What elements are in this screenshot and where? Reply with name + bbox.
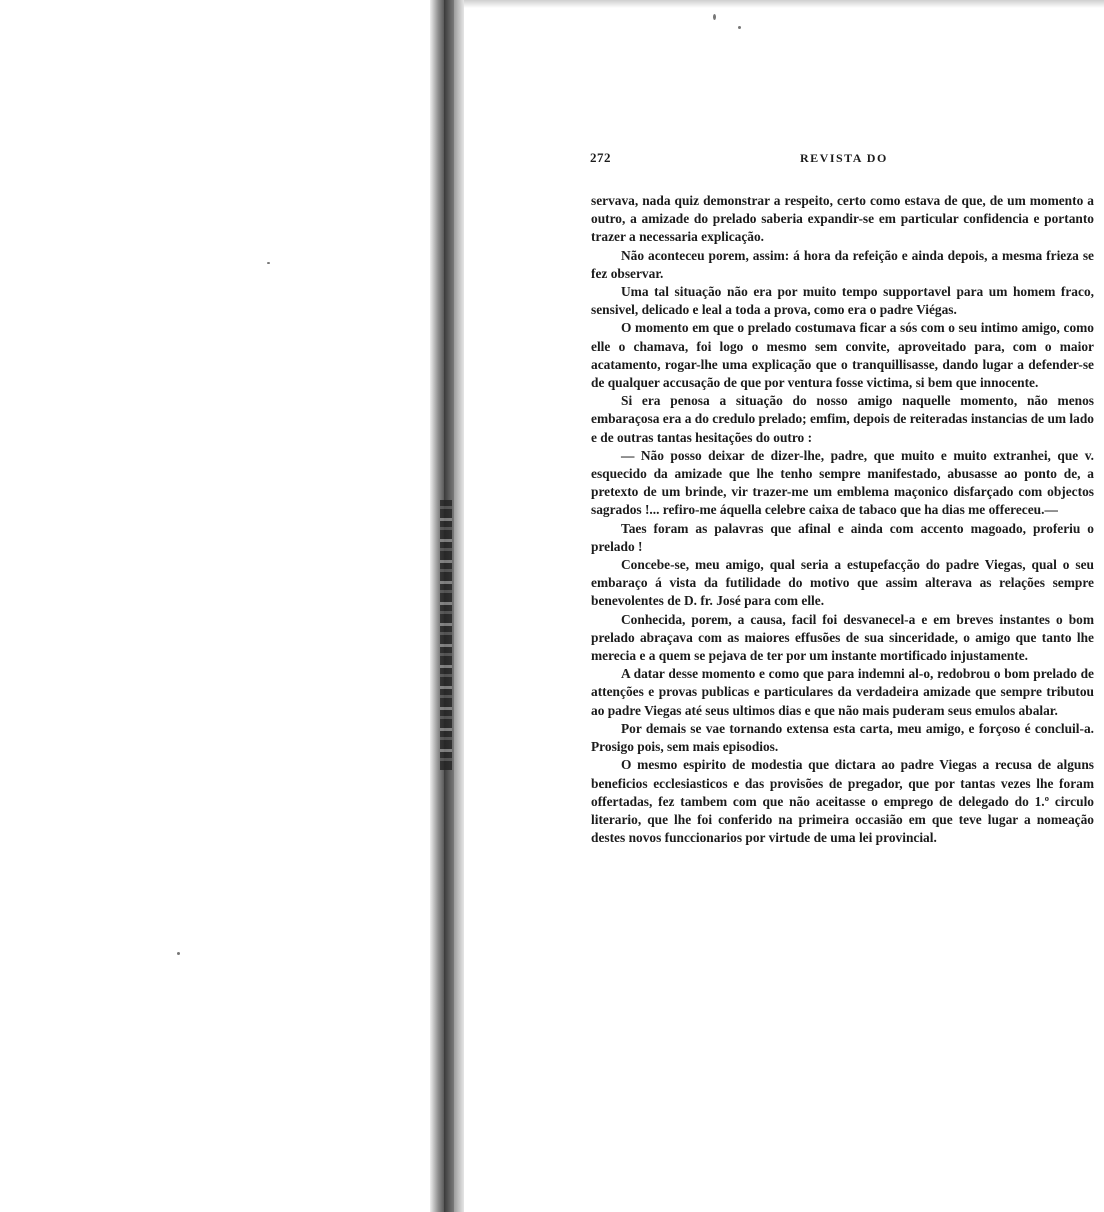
paragraph: O momento em que o prelado costumava ficar a sós com o seu intimo amigo, como elle o chamava, foi logo o mesmo sem convite, aproveitado para, com o maior acatamento, rogar-lhe uma explicação que o tranquillisasse, dando lugar a defender-se de qualquer accusação de que por ventura fosse victima, si bem que innocente. [591,320,1094,391]
paragraph: Não aconteceu porem, assim: á hora da refeição e ainda depois, a mesma frieza se fez observar. [591,247,1094,281]
body-text [591,192,1094,847]
book-gutter [430,0,464,1212]
left-page-blank [0,0,430,1212]
paragraph: servava, nada quiz demonstrar a respeito, certo como estava de que, de um momento a outro, a amizade do prelado saberia expandir-se em particular confidencia e portanto trazer a necessaria explicação. [591,193,1094,245]
paragraph: Si era penosa a situação do nosso amigo naquelle momento, não menos embaraçosa era a do credulo prelado; emfim, depois de reiteradas instancias de um lado e de outras tantas hesitações do outro : [591,393,1094,445]
paragraph: Taes foram as palavras que afinal e ainda com accento magoado, proferiu o prelado ! [591,520,1094,554]
running-head [590,150,1095,170]
dust-speck [267,262,270,264]
paragraph: Por demais se vae tornando extensa esta carta, meu amigo, e forçoso é concluil-a. Prosigo pois, sem mais episodios. [591,720,1094,755]
paragraph: Conhecida, porem, a causa, facil foi desvanecel-a e em breves instantes o bom prelado abraçava com as maiores effusões de sua sinceridade, o amigo que tanto lhe merecia e a quem se pejava de ter por um instante mortificado injustamente. [591,611,1094,664]
paragraph: Uma tal situação não era por muito tempo supportavel para um homem fraco, sensivel, delicado e leal a toda a prova, como era o padre Viégas. [591,284,1094,318]
dialogue-paragraph: — Não posso deixar de dizer-lhe, padre, que muito e muito extranhei, que v. esquecido da amizade que lhe tenho sempre manifestado, abusasse ao ponto de, a pretexto de um brinde, vir trazer-me um emblema maçonico disfarçado com objectos sagrados !... refiro-me áquella celebre caixa de tabaco que ha dias me offereceu.— [591,447,1094,518]
paragraph: A datar desse momento e como que para indemni al-o, redobrou o bom prelado de attenções e provas publicas e particulares da verdadeira amizade que sempre tributou ao padre Viegas até seus ultimos dias e que não mais puderam seus emulos abalar. [591,666,1094,718]
journal-title-head: REVISTA DO [800,151,888,165]
dust-speck [177,952,180,955]
gutter-shadow-right [454,0,464,1212]
paragraph: O mesmo espirito de modestia que dictara ao padre Viegas a recusa de alguns beneficios ecclesiasticos e das provisões de pregador, que por tantas vezes lhe foram offertadas, fez tambem com que não aceitasse o emprego de delegado do 1.º circulo literario, que lhe foi conferido na primeira occasião em que teve lugar a nomeação destes novos funccionarios por virtude de uma lei provincial. [591,757,1094,846]
page-number: 272 [590,150,611,165]
paragraph: Concebe-se, meu amigo, qual seria a estupefacção do padre Viegas, qual o seu embaraço á vista da futilidade do motivo que assim alterava as relações sempre benevolentes de D. fr. José para com elle. [591,557,1094,609]
spine-bleed-through [440,500,452,770]
